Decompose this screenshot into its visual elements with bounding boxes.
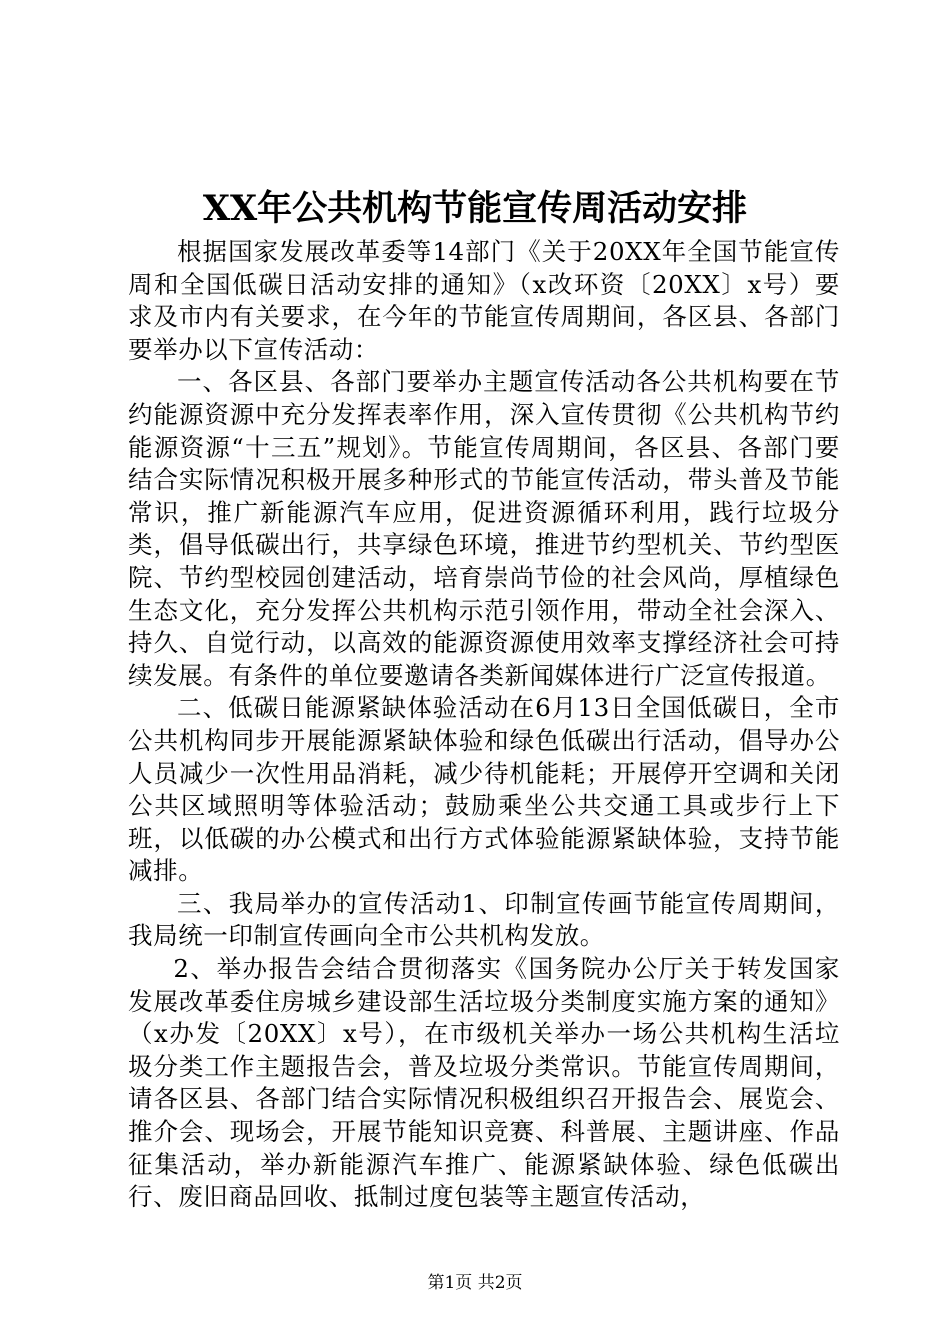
paragraph-item-2: 2、举办报告会结合贯彻落实《国务院办公厅关于转发国家发展改革委住房城乡建设部生活垃圾分类制度实施方案的通知》（x办发〔20XX〕x号），在市级机关举办一场公共机构生活垃圾分类工作主题报告会，普及垃圾分类常识。节能宣传周期间，请各区县、各部门结合实际情况积极组织召开报告会、展览会、推介会、现场会，开展节能知识竞赛、科普展、主题讲座、作品征集活动，举办新能源汽车推广、能源紧缺体验、绿色低碳出行、废旧商品回收、抵制过度包装等主题宣传活动， — [128, 954, 840, 1212]
page-number-footer: 第1页 共2页 — [427, 1273, 523, 1293]
paragraph-intro: 根据国家发展改革委等14部门《关于20XX年全国节能宣传周和全国低碳日活动安排的通知》（x改环资〔20XX〕x号）要求及市内有关要求，在今年的节能宣传周期间，各区县、各部门要举办以下宣传活动： — [128, 237, 840, 364]
document-body — [128, 236, 840, 1214]
paragraph-section-1: 一、各区县、各部门要举办主题宣传活动各公共机构要在节约能源资源中充分发挥表率作用，深入宣传贯彻《公共机构节约能源资源“十三五”规划》。节能宣传周期间，各区县、各部门要结合实际情况积极开展多种形式的节能宣传活动，带头普及节能常识，推广新能源汽车应用，促进资源循环利用，践行垃圾分类，倡导低碳出行，共享绿色环境，推进节约型机关、节约型医院、节约型校园创建活动，培育崇尚节俭的社会风尚，厚植绿色生态文化，充分发挥公共机构示范引领作用，带动全社会深入、持久、自觉行动，以高效的能源资源使用效率支撑经济社会可持续发展。有条件的单位要邀请各类新闻媒体进行广泛宣传报道。 — [128, 367, 840, 690]
paragraph-section-3: 三、我局举办的宣传活动1、印制宣传画节能宣传周期间，我局统一印制宣传画向全市公共机构发放。 — [128, 888, 840, 951]
paragraph-section-2: 二、低碳日能源紧缺体验活动在6月13日全国低碳日，全市公共机构同步开展能源紧缺体验和绿色低碳出行活动，倡导办公人员减少一次性用品消耗，减少待机能耗；开展停开空调和关闭公共区域照明等体验活动；鼓励乘坐公共交通工具或步行上下班，以低碳的办公模式和出行方式体验能源紧缺体验，支持节能减排。 — [128, 693, 840, 886]
document-title: XX年公共机构节能宣传周活动安排 — [202, 188, 748, 229]
